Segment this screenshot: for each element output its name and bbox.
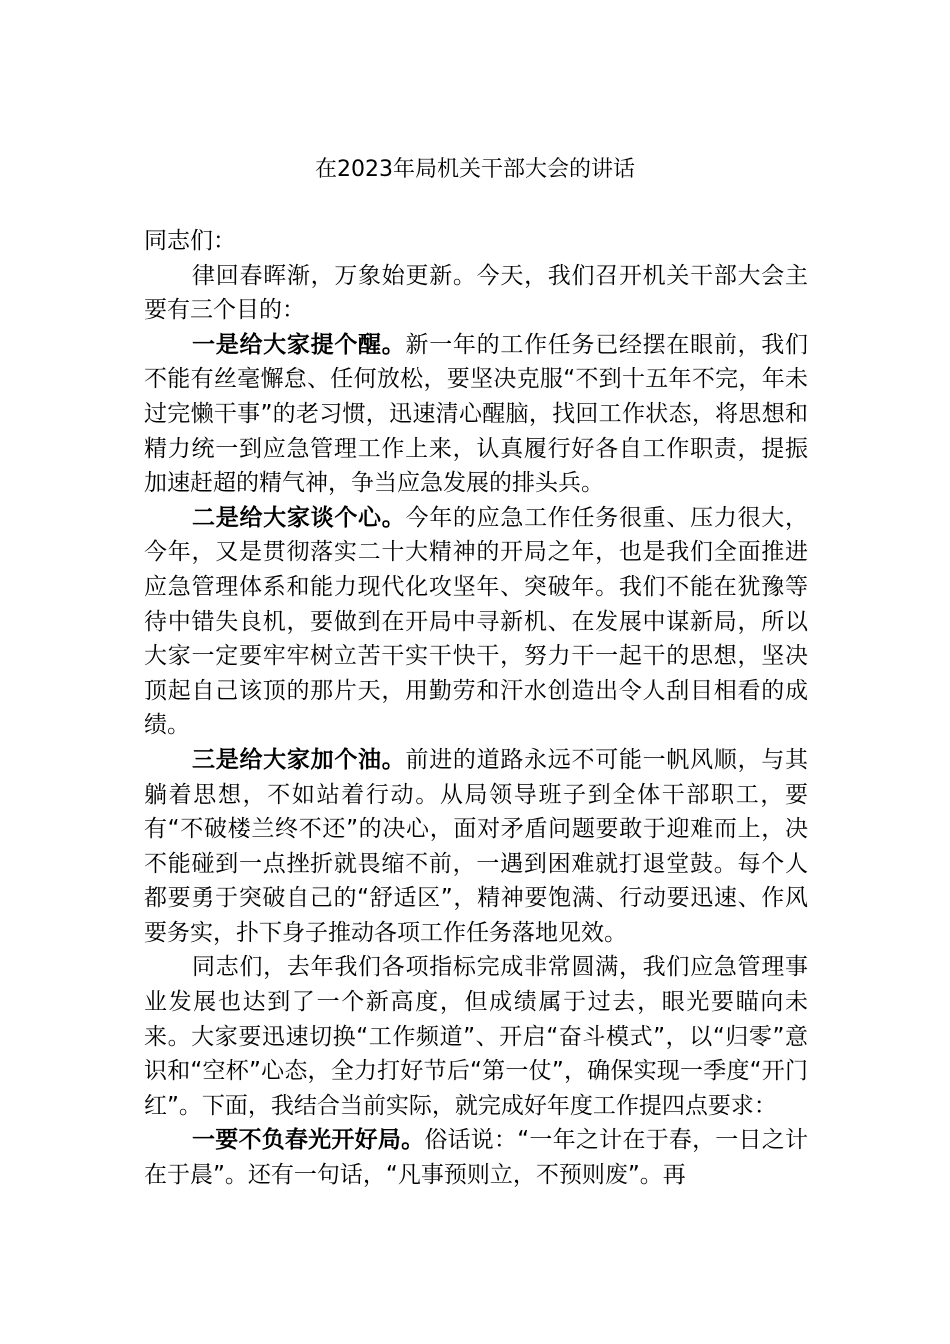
paragraph-intro bbox=[144, 259, 808, 328]
paragraph-lead: 一要不负春光开好局。 bbox=[192, 1127, 425, 1154]
document-body bbox=[144, 224, 808, 1193]
paragraph-text: 新一年的工作任务已经摆在眼前，我们不能有丝毫懈怠、任何放松，要坚决克服“不到十五年不完，年未过完懒干事”的老习惯，迅速清心醒脑，找回工作状态，将思想和精力统一到应急管理工作上来，认真履行好各自工作职责，提振加速赶超的精气神，争当应急发展的排头兵。 bbox=[144, 331, 809, 497]
paragraph-lead: 二是给大家谈个心。 bbox=[192, 504, 406, 531]
paragraph-text: 同志们，去年我们各项指标完成非常圆满，我们应急管理事业发展也达到了一个新高度，但成绩属于过去，眼光要瞄向未来。大家要迅速切换“工作频道”、开启“奋斗模式”，以“归零”意识和“空杯”心态，全力打好节后“第一仗”，确保实现一季度“开门红”。下面，我结合当前实际，就完成好年度工作提四点要求： bbox=[144, 954, 808, 1119]
paragraph-point-3 bbox=[144, 743, 808, 951]
paragraph-point-1 bbox=[144, 328, 808, 501]
paragraph-text: 今年的应急工作任务很重、压力很大，今年，又是贯彻落实二十大精神的开局之年，也是我们全面推进应急管理体系和能力现代化攻坚年、突破年。我们不能在犹豫等待中错失良机，要做到在开局中寻新机、在发展中谋新局，所以大家一定要牢牢树立苦干实干快干，努力干一起干的思想，坚决顶起自己该顶的那片天，用勤劳和汗水创造出令人刮目相看的成绩。 bbox=[144, 504, 809, 739]
paragraph-point-2 bbox=[144, 501, 808, 743]
paragraph-text: 前进的道路永远不可能一帆风顺，与其躺着思想，不如站着行动。从局领导班子到全体干部职工，要有“不破楼兰终不还”的决心，面对矛盾问题要敢于迎难而上，决不能碰到一点挫折就畏缩不前，一遇到困难就打退堂鼓。每个人都要勇于突破自己的“舒适区”，精神要饱满、行动要迅速、作风要务实，扑下身子推动各项工作任务落地见效。 bbox=[144, 746, 809, 946]
page-title: 在2023年局机关干部大会的讲话 bbox=[315, 157, 635, 182]
paragraph-requirement-1 bbox=[144, 1123, 808, 1192]
paragraph-text: 律回春晖渐，万象始更新。今天，我们召开机关干部大会主要有三个目的： bbox=[144, 262, 808, 324]
salutation: 同志们： bbox=[144, 228, 236, 254]
paragraph-transition bbox=[144, 950, 808, 1123]
paragraph-lead: 三是给大家加个油。 bbox=[192, 746, 406, 773]
paragraph-text: 俗话说：“一年之计在于春，一日之计在于晨”。还有一句话，“凡事预则立，不预则废”。再 bbox=[144, 1127, 808, 1189]
paragraph-lead: 一是给大家提个醒。 bbox=[192, 331, 406, 358]
